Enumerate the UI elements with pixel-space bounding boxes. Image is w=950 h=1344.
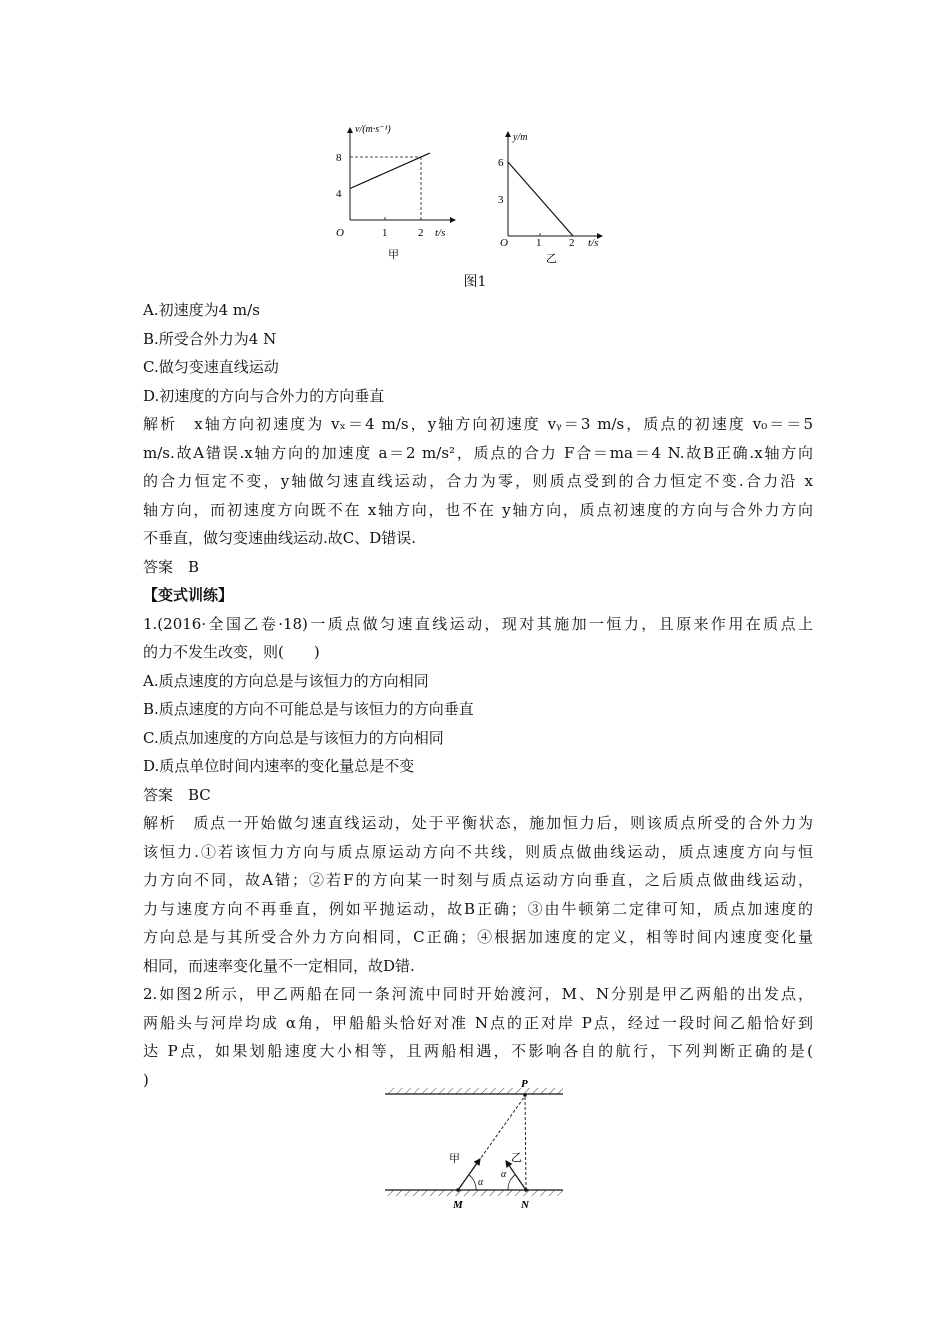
analysis-1-line-2: m/s.故A错误.x轴方向的加速度 a＝2 m/s²，质点的合力 F合＝ma＝4 N.故B正确.x轴方向 [143, 443, 813, 462]
q1-stem-line-1: 1.(2016·全国乙卷·18)一质点做匀速直线运动，现对其施加一恒力，且原来作用在质点上 [143, 614, 813, 633]
q1-option-b: B.质点速度的方向不可能总是与该恒力的方向垂直 [143, 700, 474, 718]
river-bank-top [385, 1088, 563, 1094]
figure-2 [380, 1076, 570, 1216]
main-text [143, 296, 813, 1094]
section-title: 【变式训练】 [143, 586, 234, 604]
graph-yi-origin: O [500, 237, 508, 249]
graph-yi-ytick-3: 3 [498, 194, 504, 206]
graph-yi-xtick-1: 1 [536, 237, 542, 249]
q1-option-d: D.质点单位时间内速率的变化量总是不变 [143, 757, 415, 775]
angle-arc-m [469, 1175, 476, 1190]
graph-yi-ylabel: y/m [513, 132, 528, 143]
option-c: C.做匀变速直线运动 [143, 358, 279, 376]
analysis-1-line-5: 不垂直，做匀变速曲线运动.故C、D错误. [143, 529, 417, 547]
analysis-1-line-1: 解析 x轴方向初速度为 vₓ＝4 m/s，y轴方向初速度 vᵧ＝3 m/s，质点的初速度 v₀＝＝5 [143, 415, 813, 433]
q2-stem-line-1: 2.如图2所示，甲乙两船在同一条河流中同时开始渡河，M、N分别是甲乙两船的出发点， [143, 985, 813, 1003]
graph-jia-ytick-4: 4 [336, 188, 342, 200]
graph-jia-label: 甲 [388, 249, 399, 261]
q1-analysis-line-5: 方向总是与其所受合外力方向相同，C正确；④根据加速度的定义，相等时间内速度变化量 [143, 928, 813, 946]
graph-yi-xtick-2: 2 [569, 237, 575, 249]
label-alpha-m: α [478, 1177, 484, 1188]
graph-jia-xlabel: t/s [435, 227, 446, 239]
analysis-1-line-4: 轴方向，而初速度方向既不在 x轴方向，也不在 y轴方向，质点初速度的方向与合外力方向 [143, 500, 813, 519]
graph-jia-origin: O [336, 227, 344, 239]
graph-yi-label: 乙 [546, 253, 557, 265]
figure-1 [330, 118, 630, 268]
label-alpha-n: α [501, 1169, 507, 1180]
graph-yi-xlabel: t/s [588, 237, 599, 249]
q2-stem-line-4: ) [143, 1070, 149, 1089]
label-p: P [521, 1078, 528, 1090]
point-p [523, 1093, 527, 1097]
graph-jia-ytick-8: 8 [336, 152, 342, 164]
q1-analysis-line-2: 该恒力.①若该恒力方向与质点原运动方向不共线，则质点做曲线运动，质点速度方向与恒 [143, 842, 813, 861]
point-n [524, 1188, 528, 1192]
point-m [456, 1188, 460, 1192]
label-yi: 乙 [511, 1152, 522, 1164]
label-n: N [521, 1199, 529, 1211]
q1-option-a: A.质点速度的方向总是与该恒力的方向相同 [143, 671, 429, 690]
graph-jia [336, 124, 455, 261]
analysis-1-line-3: 的合力恒定不变，y轴做匀速直线运动，合力为零，则质点受到的合力恒定不变.合力沿 x [143, 472, 813, 490]
figure-1-graphs [330, 118, 630, 268]
q1-option-c: C.质点加速度的方向总是与该恒力的方向相同 [143, 728, 444, 747]
graph-yi-series-line [508, 162, 573, 236]
graph-jia-series-line [350, 153, 430, 188]
answer-1: 答案 B [143, 557, 200, 576]
graph-jia-ylabel: v/(m·s⁻¹) [355, 124, 391, 135]
graph-yi-ytick-6: 6 [498, 157, 504, 169]
q1-stem-line-2: 的力不发生改变，则( ) [143, 643, 320, 661]
option-b: B.所受合外力为4 N [143, 329, 277, 348]
graph-yi [498, 132, 602, 265]
graph-jia-xtick-2: 2 [418, 227, 424, 239]
figure-2-diagram [380, 1076, 570, 1216]
q1-analysis-line-4: 力与速度方向不再垂直，例如平抛运动，故B正确；③由牛顿第二定律可知，质点加速度的 [143, 899, 813, 918]
graph-jia-xtick-1: 1 [382, 227, 388, 239]
q1-analysis-line-3: 力方向不同，故A错；②若F的方向某一时刻与质点运动方向垂直，之后质点做曲线运动， [143, 871, 813, 889]
q1-answer: 答案 BC [143, 785, 211, 804]
angle-arc-n [508, 1175, 515, 1190]
river-bank-bottom [385, 1190, 563, 1196]
option-a: A.初速度为4 m/s [143, 301, 260, 319]
q1-analysis-line-6: 相同，而速率变化量不一定相同，故D错. [143, 956, 415, 975]
path-n-to-p [525, 1096, 526, 1190]
q1-analysis-line-1: 解析 质点一开始做匀速直线运动，处于平衡状态，施加恒力后，则该质点所受的合外力为 [143, 814, 813, 832]
boat-yi-arrow [506, 1161, 526, 1190]
label-jia: 甲 [449, 1153, 460, 1165]
figure-1-caption: 图1 [463, 274, 487, 290]
boat-jia-arrow [458, 1159, 480, 1190]
option-d: D.初速度的方向与合外力的方向垂直 [143, 386, 385, 405]
label-m: M [453, 1199, 463, 1211]
q2-stem-line-3: 达 P点，如果划船速度大小相等，且两船相遇，不影响各自的航行，下列判断正确的是( [143, 1042, 813, 1060]
q2-stem-line-2: 两船头与河岸均成 α角，甲船船头恰好对准 N点的正对岸 P点，经过一段时间乙船恰好到 [143, 1013, 813, 1032]
